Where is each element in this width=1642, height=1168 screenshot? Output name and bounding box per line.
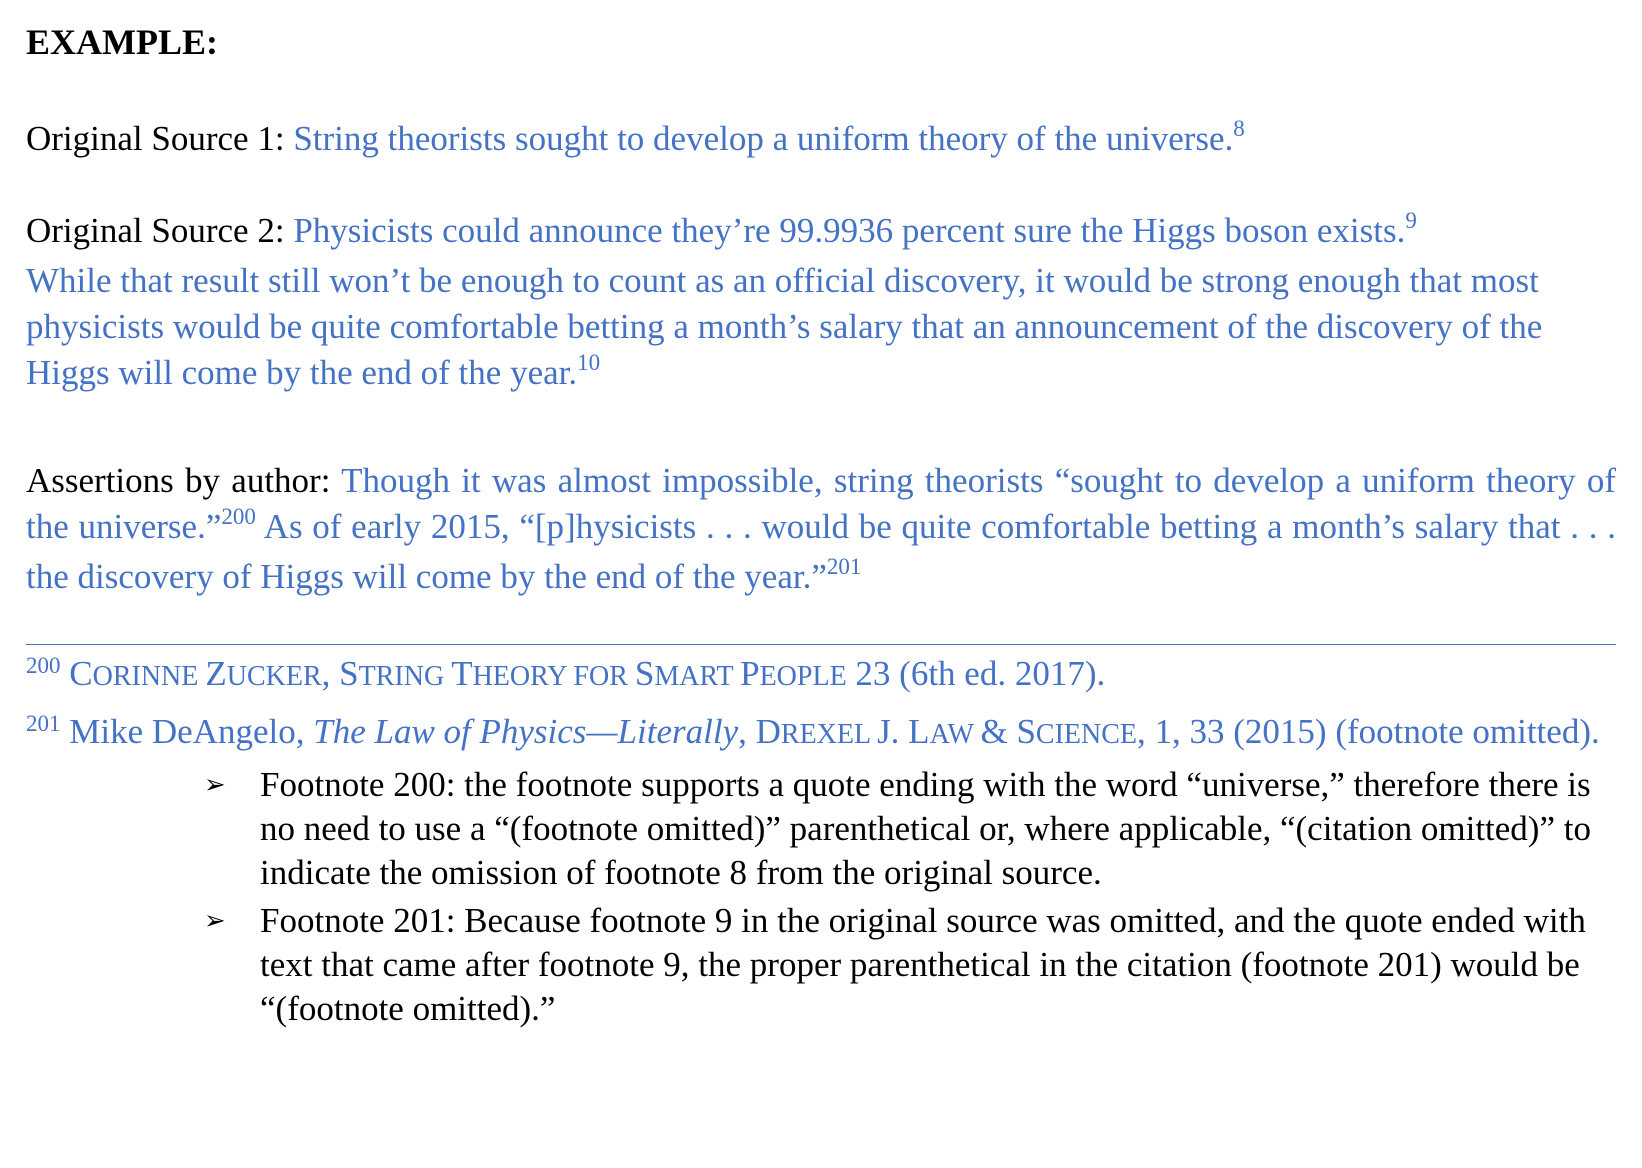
footnote-divider <box>26 644 1616 645</box>
original-source-1 <box>26 116 1616 166</box>
fn200-title-rest-3: MART <box>654 661 741 692</box>
fn200-title-rest-1: TRING <box>358 661 452 692</box>
source-2-label: Original Source 2: <box>26 211 294 250</box>
assertions-label: Assertions by author: <box>26 461 342 500</box>
fn200-author-rest-2: UCKER <box>226 661 322 692</box>
fn200-author-cap-2: Z <box>205 654 227 693</box>
fn200-title-cap-2: T <box>451 654 473 693</box>
source-2-footnote-ref-b: 10 <box>577 350 601 375</box>
list-item <box>204 763 1616 895</box>
fn201-journal-amp: & <box>980 712 1017 751</box>
fn201-tail: , 1, 33 (2015) (footnote omitted). <box>1137 712 1600 751</box>
original-source-2 <box>26 208 1616 400</box>
author-assertions <box>26 458 1616 604</box>
source-1-label: Original Source 1: <box>26 119 294 158</box>
footnote-201-number: 201 <box>26 711 61 736</box>
fn200-author-rest-1: ORINNE <box>92 661 206 692</box>
bullet-text: Footnote 201: Because footnote 9 in the original source was omitted, and the quote ended with text that came after footnote 9, the proper parenthetical in the citation (footnote 201) would be “(footnote omitted).” <box>260 901 1586 1028</box>
fn200-title-cap-1: S <box>339 654 359 693</box>
arrow-bullet-icon: ➢ <box>204 770 226 799</box>
source-2-text-a: Physicists could announce they’re 99.9936 percent sure the Higgs boson exists. <box>293 211 1406 250</box>
fn201-after-title: , <box>738 712 756 751</box>
explanation-list <box>26 763 1616 1031</box>
fn201-journal-cap-2: J. L <box>877 712 930 751</box>
fn200-comma: , <box>321 654 340 693</box>
fn201-journal-rest-2: AW <box>929 719 981 750</box>
assertion-text-a: Though it was almost impossible, string theorists “sought to develop a uniform theory of the universe.” <box>26 461 1616 546</box>
fn200-title-rest-4: EOPLE <box>759 661 847 692</box>
assertion-footnote-ref-a: 200 <box>221 504 256 529</box>
footnote-200 <box>26 651 1616 701</box>
assertion-text-b: As of early 2015, “[p]hysicists . . . would be quite comfortable betting a month’s salary that . . . the discovery of Higgs will come by the end of the year.” <box>26 507 1616 596</box>
source-1-footnote-ref: 8 <box>1233 116 1245 141</box>
fn200-title-rest-2: HEORY FOR <box>472 661 635 692</box>
fn200-title-cap-3: S <box>634 654 655 693</box>
fn200-title-cap-4: P <box>740 654 760 693</box>
fn201-author: Mike DeAngelo, <box>60 712 314 751</box>
bullet-text: Footnote 200: the footnote supports a quote ending with the word “universe,” therefore there is no need to use a “(footnote omitted)” parenthetical or, where applicable, “(citation omitted)” to indicate the omission of footnote 8 from the original source. <box>260 765 1591 892</box>
list-item <box>204 899 1616 1031</box>
fn200-author-cap-1: C <box>69 654 93 693</box>
fn201-journal-cap-3: S <box>1016 712 1036 751</box>
footnote-200-number: 200 <box>26 653 61 678</box>
fn201-article-title: The Law of Physics—Literally <box>313 712 739 751</box>
example-heading: EXAMPLE: <box>26 22 218 62</box>
fn201-journal-cap-1: D <box>755 712 781 751</box>
fn201-journal-rest-3: CIENCE <box>1035 719 1138 750</box>
source-2-text-b: While that result still won’t be enough to count as an official discovery, it would be strong enough that most physicists would be quite comfortable betting a month’s salary that an announcement of the discovery of the Higgs will come by the end of the year. <box>26 261 1543 392</box>
fn201-journal-rest-1: REXEL <box>780 719 878 750</box>
source-2-footnote-ref-a: 9 <box>1405 208 1417 233</box>
fn200-tail: 23 (6th ed. 2017). <box>846 654 1106 693</box>
source-1-text: String theorists sought to develop a uniform theory of the universe. <box>293 119 1234 158</box>
assertion-footnote-ref-b: 201 <box>826 554 862 579</box>
footnote-201 <box>26 709 1616 759</box>
arrow-bullet-icon: ➢ <box>204 906 226 935</box>
